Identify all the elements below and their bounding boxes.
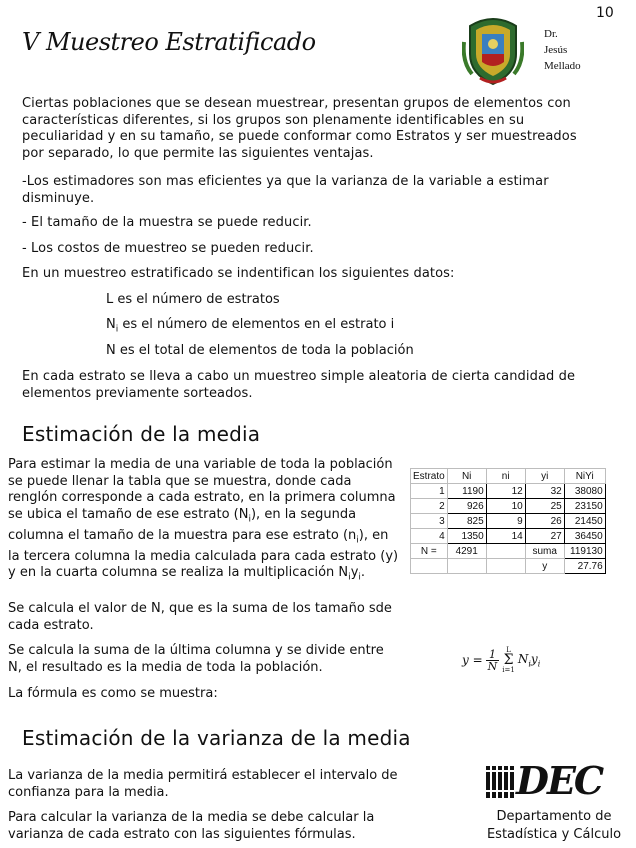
table-cell: 38080 [564, 484, 605, 499]
variance-paragraph-2: Para calcular la varianza de la media se debe calcular la varianza de cada estrato con las siguientes fórmulas. [8, 810, 375, 842]
header-cell: NiYi [564, 469, 605, 484]
definition-N: N es el total de elementos de toda la población [106, 343, 414, 358]
table-cell: 2 [411, 499, 448, 514]
compute-mean-paragraph: Se calcula la suma de la última columna y se divide entre N, el resultado es la media de toda la población. [8, 643, 384, 675]
advantage-1: -Los estimadores son mas eficientes ya que la varianza de la variable a estimar disminuye. [22, 174, 549, 206]
table-cell: 3 [411, 514, 448, 529]
advantage-2: - El tamaño de la muestra se puede reducir. [22, 215, 312, 230]
table-cell: 1190 [447, 484, 486, 499]
advantage-3: - Los costos de muestreo se pueden reducir. [22, 241, 314, 256]
table-cell [411, 559, 448, 574]
table-cell [447, 559, 486, 574]
suma-value: 119130 [564, 544, 605, 559]
definition-L: L es el número de estratos [106, 292, 280, 307]
table-row [411, 499, 606, 514]
intro-paragraph: Ciertas poblaciones que se desean muestrear, presentan grupos de elementos con características diferentes, si los grupos son plenamente identificables en su peculiaridad y en su tamaño, se puede conformar como Estratos y ser muestreados por separado, lo que permite las siguientes ventajas. [22, 96, 577, 161]
table-cell: 12 [486, 484, 525, 499]
department-name: Departamento de Estadística y Cálculo [486, 809, 622, 842]
table-total-row [411, 544, 606, 559]
sampling-paragraph: En cada estrato se lleva a cabo un muestreo simple aleatoria de cierta candidad de elementos previamente sorteados. [22, 369, 576, 401]
table-cell: 36450 [564, 529, 605, 544]
table-header-row [411, 469, 606, 484]
table-cell: 1350 [447, 529, 486, 544]
table-mean-row [411, 559, 606, 574]
table-cell: 14 [486, 529, 525, 544]
definition-Ni: $N_i$ es el número de elementos en el estrato i [106, 317, 395, 335]
header-cell: ni [486, 469, 525, 484]
table-row [411, 514, 606, 529]
table-cell: 32 [525, 484, 564, 499]
table-row [411, 484, 606, 499]
table-cell [486, 559, 525, 574]
section-heading-varianza: Estimación de la varianza de la media [22, 726, 411, 750]
table-cell: 4 [411, 529, 448, 544]
table-cell [486, 544, 525, 559]
page-title: V Muestreo Estratificado [22, 28, 316, 56]
table-cell: 26 [525, 514, 564, 529]
compute-N-paragraph: Se calcula el valor de N, que es la suma de los tamaño sde cada estrato. [8, 601, 392, 633]
dec-logo: DEC [516, 758, 603, 803]
table-cell: 1 [411, 484, 448, 499]
mean-label: y [525, 559, 564, 574]
total-N: 4291 [447, 544, 486, 559]
table-cell: 23150 [564, 499, 605, 514]
page-number: 10 [596, 5, 614, 21]
table-cell: 10 [486, 499, 525, 514]
variance-paragraph-1: La varianza de la media permitirá establecer el intervalo de confianza para la media. [8, 768, 398, 800]
table-cell: 825 [447, 514, 486, 529]
author-name: Dr. Jesús Mellado [544, 28, 581, 72]
formula-intro: La fórmula es como se muestra: [8, 686, 218, 701]
data-intro: En un muestreo estratificado se indentifican los siguientes datos: [22, 266, 455, 281]
table-cell: 21450 [564, 514, 605, 529]
total-label: N = [411, 544, 448, 559]
university-seal-icon [462, 12, 524, 86]
header-cell: Estrato [411, 469, 448, 484]
table-cell: 926 [447, 499, 486, 514]
mean-formula: y = $\frac{1}{N}$ L Σ i=1 $N_iy_i$ [462, 646, 541, 674]
mean-value: 27.76 [564, 559, 605, 574]
header-cell: Ni [447, 469, 486, 484]
table-cell: 9 [486, 514, 525, 529]
section-heading-media: Estimación de la media [22, 422, 261, 446]
strata-table [410, 468, 606, 574]
table-row [411, 529, 606, 544]
suma-label: suma [525, 544, 564, 559]
dec-stripes-icon [484, 764, 520, 800]
media-paragraph: Para estimar la media de una variable de toda la población se puede llenar la tabla que se muestra, donde cada renglón corresponde a cada estrato, en la primera columna se ubica el tamaño de ese estrato $(N_i)$, en la segunda columna el tamaño de la muestra para ese estrato $(n_i)$, en la tercera columna la media calculada para cada estrato (y) y en la cuarta columna se realiza la multiplicación $N_iy_i$. [8, 457, 399, 583]
table-cell: 25 [525, 499, 564, 514]
table-cell: 27 [525, 529, 564, 544]
header-cell: yi [525, 469, 564, 484]
